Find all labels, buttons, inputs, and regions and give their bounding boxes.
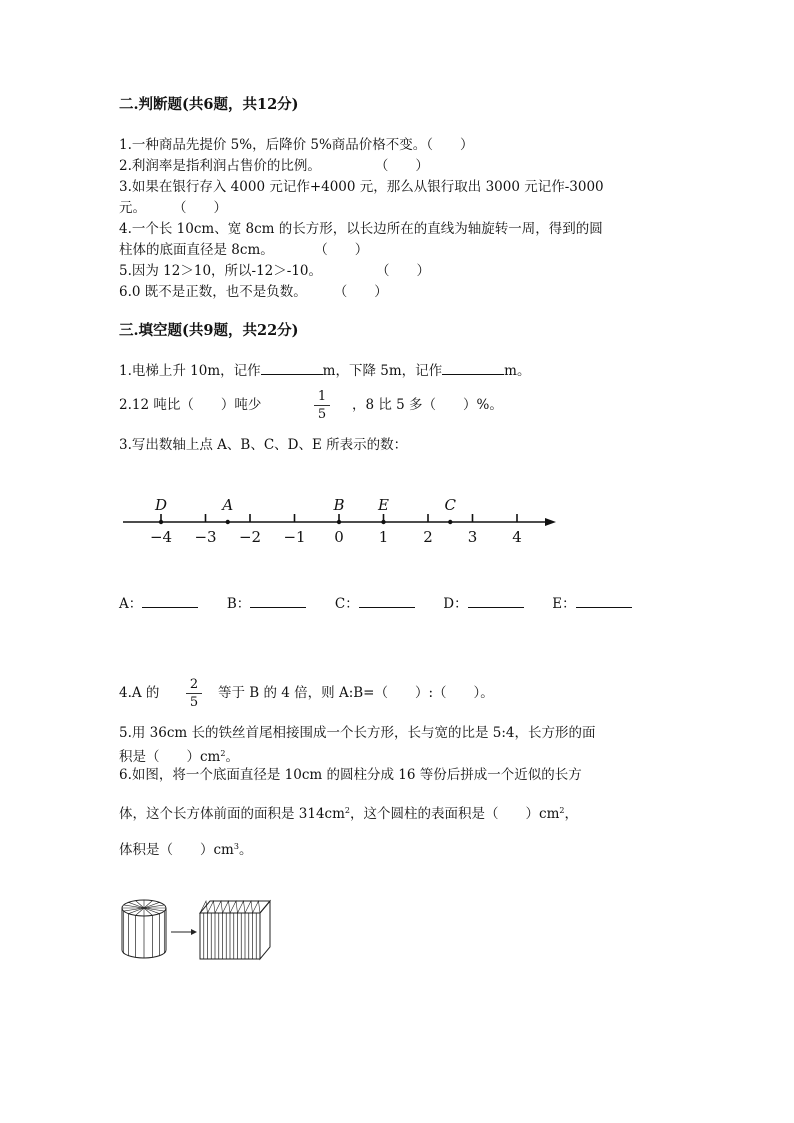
tick-label: −2 [238,528,262,546]
judge-item-4-line1: 4.一个长 10cm、宽 8cm 的长方形，以长边所在的直线为轴旋转一周，得到的圆 [119,221,603,237]
tick-label: 3 [467,528,478,546]
number-line [0,0,794,560]
fill-q3: 3.写出数轴上点 A、B、C、D、E 所表示的数： [119,437,408,453]
fill-q6-line1: 6.如图，将一个底面直径是 10cm 的圆柱分成 16 等份后拼成一个近似的长方 [119,767,582,783]
point-b [337,520,341,524]
judge-item-4-line2: 柱体的底面直径是 8cm。 （ ） [119,242,369,258]
point-label-e: E [378,496,389,514]
tick-label: 1 [378,528,389,546]
arrow-icon [171,929,197,935]
cylinder-to-cuboid-figure [118,893,278,963]
judge-item-3-line1: 3.如果在银行存入 4000 元记作+4000 元，那么从银行取出 3000 元记作-3000 [119,179,604,195]
section-3-title: 三.填空题(共9题，共22分) [119,322,299,339]
fill-q4-part2: 等于 B 的 4 倍，则 A:B=（ ）:（ ）。 [218,685,494,701]
fraction-two-fifths: 2 5 [186,677,202,710]
point-label-a: A [222,496,234,514]
cuboid-figure [200,901,270,959]
judge-item-2: 2.利润率是指利润占售价的比例。 （ ） [119,158,429,174]
answer-blank-a[interactable] [142,595,198,608]
cylinder-figure [122,900,166,958]
point-c [448,520,452,524]
judge-item-6: 6.0 既不是正数，也不是负数。 （ ） [119,284,388,300]
point-d [159,520,163,524]
fill-q1: 1.电梯上升 10m，记作 m，下降 5m，记作 m。 [119,363,531,379]
fill-q5-line2: 积是（ ）$cm^2$。 [119,749,239,765]
judge-item-5: 5.因为 12＞10，所以-12＞-10。 （ ） [119,263,431,279]
fill-q5-line1: 5.用 36cm 长的铁丝首尾相接围成一个长方形，长与宽的比是 5:4，长方形的面 [119,725,596,741]
arrow-icon [545,518,556,526]
fill-q4-part1: 4.A 的 [119,685,160,701]
judge-item-3-line2: 元。 （ ） [119,200,227,216]
tick-label: 0 [334,528,344,546]
fill-q2-part1: 2.12 吨比（ ）吨少 [119,397,262,413]
tick-label: −4 [149,528,173,546]
point-label-c: C [444,496,456,514]
tick-label: 2 [423,528,433,546]
fraction-one-fifth: 1 5 [314,389,330,422]
section-2-title: 二.判断题(共6题，共12分) [119,96,299,113]
tick-label: −1 [283,528,306,546]
point-label-b: B [333,496,345,514]
answer-blank-d[interactable] [468,595,524,608]
point-label-d: D [154,496,168,514]
tick-label: −3 [194,528,217,546]
point-a [226,520,230,524]
answers-row: A： B： C： D： E： [119,595,632,613]
fill-q2-part2: ，8 比 5 多（ ）%。 [352,397,503,413]
point-e [381,520,385,524]
tick-label: 4 [512,528,522,546]
answer-blank-b[interactable] [250,595,306,608]
answer-blank-c[interactable] [359,595,415,608]
judge-item-1: 1.一种商品先提价 5%，后降价 5%商品价格不变。（ ） [119,137,474,153]
fill-q6-line2: 体，这个长方体前面的面积是 $314cm^2$，这个圆柱的表面积是（ ）$cm^2$， [119,806,578,822]
answer-blank-e[interactable] [576,595,632,608]
fill-q6-line3: 体积是（ ）$cm^3$。 [119,842,253,858]
